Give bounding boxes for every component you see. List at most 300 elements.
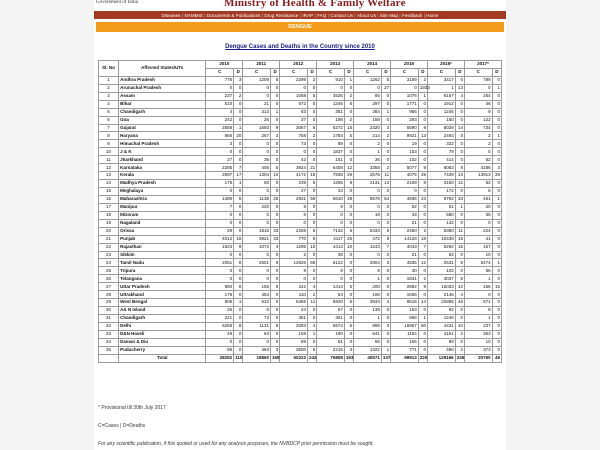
deaths-cell: 0 (234, 307, 243, 315)
deaths-cell: 4 (455, 92, 464, 100)
deaths-cell: 0 (492, 124, 501, 132)
cases-cell: 0 (243, 211, 271, 219)
cases-cell: 771 (391, 346, 419, 354)
deaths-cell: 0 (271, 219, 280, 227)
deaths-cell: 0 (492, 92, 501, 100)
deaths-cell: 16 (455, 243, 464, 251)
cases-cell: 102 (391, 156, 419, 164)
sl-cell: 22 (99, 243, 119, 251)
nav-link[interactable]: Drug Resistance (264, 12, 299, 18)
cases-cell: 4431 (428, 322, 456, 330)
table-row (99, 259, 502, 267)
deaths-cell: 0 (234, 203, 243, 211)
deaths-cell: 0 (271, 338, 280, 346)
cases-cell: 799 (464, 76, 492, 84)
cases-cell: 6456 (280, 299, 308, 307)
deaths-cell: 9 (418, 283, 427, 291)
deaths-subheader: D (381, 68, 390, 76)
cases-cell: 351 (280, 315, 308, 323)
cases-cell: 102 (428, 267, 456, 275)
cases-cell: 175 (206, 180, 234, 188)
cases-cell: 0 (280, 219, 308, 227)
state-cell: West Bengal (119, 299, 206, 307)
cases-cell: 866 (206, 132, 234, 140)
deaths-cell: 3 (271, 132, 280, 140)
deaths-cell: 0 (234, 188, 243, 196)
sl-cell: 25 (99, 267, 119, 275)
cases-cell: 2285 (206, 164, 234, 172)
deaths-cell: 3 (271, 346, 280, 354)
cases-cell: 0 (317, 275, 345, 283)
sl-cell: 17 (99, 203, 119, 211)
deaths-cell: 0 (344, 140, 353, 148)
cases-cell: 52 (464, 180, 492, 188)
cases-cell: 0 (354, 188, 382, 196)
cases-cell: 5292 (428, 243, 456, 251)
deaths-cell: 0 (492, 338, 501, 346)
year-header: 2017* (464, 61, 501, 69)
cases-cell: 12826 (280, 259, 308, 267)
deaths-cell: 14 (418, 299, 427, 307)
year-header: 2014 (354, 61, 391, 69)
cases-cell: 0 (280, 275, 308, 283)
deaths-cell: 12 (344, 164, 353, 172)
cases-cell: 0 (243, 267, 271, 275)
deaths-cell: 15 (344, 124, 353, 132)
cases-cell: 2568 (206, 124, 234, 132)
table-row (99, 116, 502, 124)
cases-cell: 342 (280, 283, 308, 291)
cases-cell: 6122 (317, 259, 345, 267)
nav-separator: | (204, 12, 206, 18)
cases-cell: 0 (206, 219, 234, 227)
state-cell: Karnataka (119, 164, 206, 172)
cases-cell: 1 (354, 275, 382, 283)
total-deaths-cell: 193 (344, 354, 353, 362)
deaths-cell: 0 (307, 267, 316, 275)
deaths-cell: 0 (418, 148, 427, 156)
cases-cell: 461 (464, 195, 492, 203)
cases-cell: 49 (206, 330, 234, 338)
deaths-cell: 0 (418, 346, 427, 354)
state-cell: Nagaland (119, 219, 206, 227)
deaths-cell: 9 (344, 180, 353, 188)
deaths-cell: 5 (234, 195, 243, 203)
deaths-cell: 0 (234, 330, 243, 338)
deaths-cell: 0 (381, 100, 390, 108)
cases-cell: 641 (354, 330, 382, 338)
deaths-cell: 0 (271, 188, 280, 196)
cases-cell: 56 (464, 267, 492, 275)
deaths-cell: 0 (271, 299, 280, 307)
deaths-cell: 10 (271, 172, 280, 180)
cases-cell: 1912 (428, 100, 456, 108)
cases-cell: 293 (391, 116, 419, 124)
table-row (99, 100, 502, 108)
cases-cell: 1 (428, 84, 456, 92)
nav-link[interactable]: Site Map (379, 12, 399, 18)
cases-cell: 156 (464, 283, 492, 291)
deaths-cell: 0 (418, 330, 427, 338)
cases-cell: 0 (280, 84, 308, 92)
deaths-cell: 5 (271, 164, 280, 172)
deaths-cell: 0 (492, 315, 501, 323)
deaths-cell: 0 (381, 156, 390, 164)
deaths-cell: 2 (418, 76, 427, 84)
cases-cell: 966 (391, 315, 419, 323)
cases-cell: 0 (243, 84, 271, 92)
deaths-cell: 0 (381, 92, 390, 100)
cases-cell: 25 (206, 307, 234, 315)
cases-cell: 237 (464, 322, 492, 330)
deaths-cell: 8 (381, 235, 390, 243)
cases-subheader: C (354, 68, 382, 76)
cases-cell: 2 (464, 132, 492, 140)
sl-cell: 1 (99, 76, 119, 84)
cases-cell: 5574 (317, 322, 345, 330)
deaths-cell: 0 (234, 211, 243, 219)
cases-cell: 2804 (354, 259, 382, 267)
deaths-cell: 0 (381, 275, 390, 283)
deaths-cell: 17 (234, 172, 243, 180)
deaths-cell: 0 (492, 322, 501, 330)
deaths-cell: 0 (492, 251, 501, 259)
cases-cell: 4043 (391, 243, 419, 251)
cases-cell: 0 (206, 251, 234, 259)
deaths-cell: 0 (455, 338, 464, 346)
cases-cell: 2215 (317, 346, 345, 354)
sl-cell: 31 (99, 315, 119, 323)
sl-cell: 6 (99, 116, 119, 124)
cases-cell: 7938 (317, 172, 345, 180)
cases-cell: 165 (391, 338, 419, 346)
cases-cell: 0 (243, 338, 271, 346)
deaths-cell: 1 (234, 124, 243, 132)
cases-cell: 85 (354, 92, 382, 100)
cases-cell: 1262 (354, 76, 382, 84)
cases-cell: 910 (317, 76, 345, 84)
col-header-sl: Sl. No (99, 61, 119, 77)
deaths-subheader: D (271, 68, 280, 76)
cases-subheader: C (391, 68, 419, 76)
cases-cell: 571 (464, 299, 492, 307)
cases-cell: 0 (464, 148, 492, 156)
table-row (99, 346, 502, 354)
deaths-cell: 0 (344, 315, 353, 323)
state-cell: D&N Haveli (119, 330, 206, 338)
cases-subheader: C (317, 68, 345, 76)
total-row (99, 354, 502, 362)
table-row (99, 235, 502, 243)
total-cases-cell: 75808 (317, 354, 345, 362)
deaths-cell: 60 (418, 322, 427, 330)
year-header: 2010 (206, 61, 243, 69)
left-margin (0, 0, 94, 450)
deaths-cell: 3 (234, 76, 243, 84)
state-cell: Goa (119, 116, 206, 124)
nav-link[interactable]: Documents & Publications (206, 12, 261, 18)
nav-link[interactable]: Feedback (402, 12, 423, 18)
cases-cell: 1246 (428, 315, 456, 323)
cases-cell: 7439 (428, 172, 456, 180)
deaths-cell: 0 (418, 100, 427, 108)
nav-link[interactable]: Home (426, 12, 439, 18)
deaths-cell: 0 (234, 100, 243, 108)
sl-cell: 8 (99, 132, 119, 140)
cases-cell: 0 (206, 84, 234, 92)
cases-cell: 10 (464, 338, 492, 346)
cases-cell: 89 (317, 140, 345, 148)
deaths-cell: 28 (492, 172, 501, 180)
table-row (99, 156, 502, 164)
deaths-cell: 0 (492, 243, 501, 251)
section-title-bar: DENGUE (96, 22, 504, 32)
cases-cell: 38 (317, 251, 345, 259)
deaths-cell: 33 (455, 195, 464, 203)
deaths-cell: 0 (381, 188, 390, 196)
cases-cell: 106 (354, 291, 382, 299)
cases-cell: 29 (206, 227, 234, 235)
deaths-cell: 0 (271, 148, 280, 156)
deaths-cell: 2 (455, 330, 464, 338)
sl-cell: 14 (99, 180, 119, 188)
col-header-state: Affected States/UTs (119, 61, 206, 77)
deaths-cell: 0 (307, 219, 316, 227)
nav-link[interactable]: NAMMIS (184, 12, 203, 18)
deaths-cell: 1 (418, 315, 427, 323)
table-row (99, 124, 502, 132)
table-row (99, 315, 502, 323)
right-margin (506, 0, 600, 450)
cases-cell: 168 (354, 116, 382, 124)
deaths-cell: 0 (455, 108, 464, 116)
cases-cell: 2108 (391, 180, 419, 188)
main-nav (94, 11, 506, 19)
deaths-cell: 0 (381, 330, 390, 338)
deaths-cell: 0 (455, 156, 464, 164)
nav-link[interactable]: Diseases (161, 12, 181, 18)
deaths-cell: 0 (234, 315, 243, 323)
deaths-cell: 5 (307, 180, 316, 188)
deaths-cell: 0 (234, 148, 243, 156)
sl-cell: 19 (99, 219, 119, 227)
cases-cell: 0 (206, 188, 234, 196)
deaths-subheader: D (455, 68, 464, 76)
deaths-cell: 54 (381, 195, 390, 203)
deaths-cell: 33 (271, 227, 280, 235)
nav-link[interactable]: IRAP (302, 12, 314, 18)
cases-cell: 510 (243, 299, 271, 307)
total-cases-cell: 20760 (464, 354, 492, 362)
cases-cell: 237 (206, 92, 234, 100)
cases-cell: 2 (280, 251, 308, 259)
cases-cell: 19 (354, 211, 382, 219)
deaths-cell: 13 (455, 84, 464, 92)
deaths-cell: 1 (234, 180, 243, 188)
total-cases-cell: 129166 (428, 354, 456, 362)
deaths-cell: 0 (344, 251, 353, 259)
deaths-cell: 0 (455, 148, 464, 156)
cases-cell: 0 (464, 84, 492, 92)
cases-cell: 490 (428, 346, 456, 354)
deaths-cell: 2 (344, 92, 353, 100)
cases-cell: 4172 (280, 172, 308, 180)
deaths-cell: 6 (381, 227, 390, 235)
deaths-cell: 18 (418, 235, 427, 243)
deaths-cell: 6 (307, 124, 316, 132)
cases-cell: 2493 (428, 132, 456, 140)
deaths-cell: 0 (344, 259, 353, 267)
deaths-cell: 25 (418, 172, 427, 180)
sl-cell: 21 (99, 235, 119, 243)
cases-cell: 167 (464, 243, 492, 251)
deaths-cell: 0 (492, 219, 501, 227)
deaths-cell: 0 (418, 251, 427, 259)
deaths-cell: 0 (455, 219, 464, 227)
cases-cell: 9921 (391, 132, 419, 140)
cases-cell: 463 (243, 346, 271, 354)
sl-cell: 2 (99, 84, 119, 92)
cases-cell: 2 (354, 140, 382, 148)
deaths-cell: 0 (492, 180, 501, 188)
cases-cell: 4526 (317, 92, 345, 100)
cases-cell: 8380 (428, 227, 456, 235)
site-header (94, 0, 506, 11)
sl-cell: 7 (99, 124, 119, 132)
cases-cell: 0 (206, 338, 234, 346)
deaths-cell: 7 (381, 243, 390, 251)
cases-cell: 214 (354, 132, 382, 140)
deaths-cell: 0 (307, 315, 316, 323)
deaths-cell: 0 (492, 330, 501, 338)
deaths-cell: 6 (344, 322, 353, 330)
cases-cell: 172 (428, 188, 456, 196)
deaths-cell: 0 (492, 291, 501, 299)
deaths-cell: 0 (271, 116, 280, 124)
deaths-cell: 0 (234, 140, 243, 148)
deaths-cell: 0 (271, 203, 280, 211)
deaths-cell: 0 (492, 148, 501, 156)
cases-cell: 10 (464, 251, 492, 259)
table-title[interactable]: Dengue Cases and Deaths in the Country since 2010 (225, 44, 375, 50)
cases-cell: 405 (243, 164, 271, 172)
cases-cell: 3500 (280, 346, 308, 354)
cases-cell: 768 (280, 132, 308, 140)
table-row (99, 148, 502, 156)
cases-cell: 1 (464, 315, 492, 323)
total-cases-cell: 99913 (391, 354, 419, 362)
total-deaths-cell: 137 (381, 354, 390, 362)
table-row (99, 172, 502, 180)
deaths-subheader: D (492, 68, 501, 76)
deaths-cell: 0 (455, 211, 464, 219)
cases-cell: 6 (354, 267, 382, 275)
cases-cell: 5590 (391, 124, 419, 132)
cases-cell: 5610 (317, 195, 345, 203)
cases-cell: 6272 (317, 124, 345, 132)
deaths-cell: 5 (344, 100, 353, 108)
legend-note: C=Cases | D=Deaths (98, 423, 146, 429)
deaths-cell: 0 (418, 108, 427, 116)
deaths-cell: 0 (492, 346, 501, 354)
cases-subheader: C (206, 68, 234, 76)
deaths-cell: 1 (418, 92, 427, 100)
cases-cell: 0 (317, 84, 345, 92)
cases-cell: 3 (206, 140, 234, 148)
cases-cell: 4186 (464, 164, 492, 172)
deaths-cell: 6 (344, 299, 353, 307)
deaths-cell: 0 (418, 140, 427, 148)
cases-cell: 1246 (428, 108, 456, 116)
deaths-cell: 8 (455, 164, 464, 172)
cases-cell: 0 (464, 219, 492, 227)
deaths-cell: 7 (418, 243, 427, 251)
deaths-cell: 0 (418, 307, 427, 315)
cases-cell: 2146 (428, 291, 456, 299)
cases-cell: 19 (391, 140, 419, 148)
sl-cell: 27 (99, 283, 119, 291)
nav-link[interactable]: FAQ (317, 12, 327, 18)
deaths-cell: 0 (418, 291, 427, 299)
cases-cell: 221 (206, 315, 234, 323)
year-header: 2012 (280, 61, 317, 69)
cases-cell: 54 (317, 291, 345, 299)
header-row-years (99, 61, 502, 69)
deaths-cell: 0 (381, 211, 390, 219)
cases-cell: 150 (428, 116, 456, 124)
deaths-cell: 0 (455, 140, 464, 148)
cases-cell: 37 (280, 116, 308, 124)
deaths-cell: 29 (344, 172, 353, 180)
deaths-cell: 0 (455, 100, 464, 108)
cases-cell: 7132 (317, 227, 345, 235)
deaths-subheader: D (234, 68, 243, 76)
state-cell: Telangana (119, 275, 206, 283)
cases-cell: 5077 (391, 164, 419, 172)
total-deaths-cell: 46 (492, 354, 501, 362)
deaths-cell: 0 (234, 108, 243, 116)
table-row (99, 132, 502, 140)
deaths-cell: 6 (271, 76, 280, 84)
nav-link[interactable]: About Us (356, 12, 376, 18)
deaths-cell: 48 (344, 195, 353, 203)
sl-cell: 23 (99, 251, 119, 259)
cases-cell: 155 (243, 283, 271, 291)
deaths-cell: 4 (307, 283, 316, 291)
cases-cell: 3417 (428, 76, 456, 84)
cases-cell: 224 (464, 227, 492, 235)
nav-separator: | (354, 12, 356, 18)
sl-cell: 32 (99, 322, 119, 330)
cases-cell: 2531 (428, 259, 456, 267)
deaths-cell: 1933 (418, 84, 427, 92)
deaths-cell: 0 (307, 211, 316, 219)
cases-cell: 42 (280, 156, 308, 164)
table-row (99, 84, 502, 92)
cases-cell: 2597 (206, 172, 234, 180)
deaths-cell: 0 (271, 140, 280, 148)
state-cell: Delhi (119, 322, 206, 330)
deaths-cell: 0 (234, 251, 243, 259)
deaths-cell: 1 (492, 132, 501, 140)
cases-cell: 0 (354, 219, 382, 227)
deaths-cell: 0 (234, 156, 243, 164)
cases-cell: 0 (243, 219, 271, 227)
deaths-cell: 0 (381, 283, 390, 291)
nav-link[interactable]: Contact Us (330, 12, 353, 18)
nav-separator: | (399, 12, 401, 18)
deaths-cell: 66 (307, 259, 316, 267)
